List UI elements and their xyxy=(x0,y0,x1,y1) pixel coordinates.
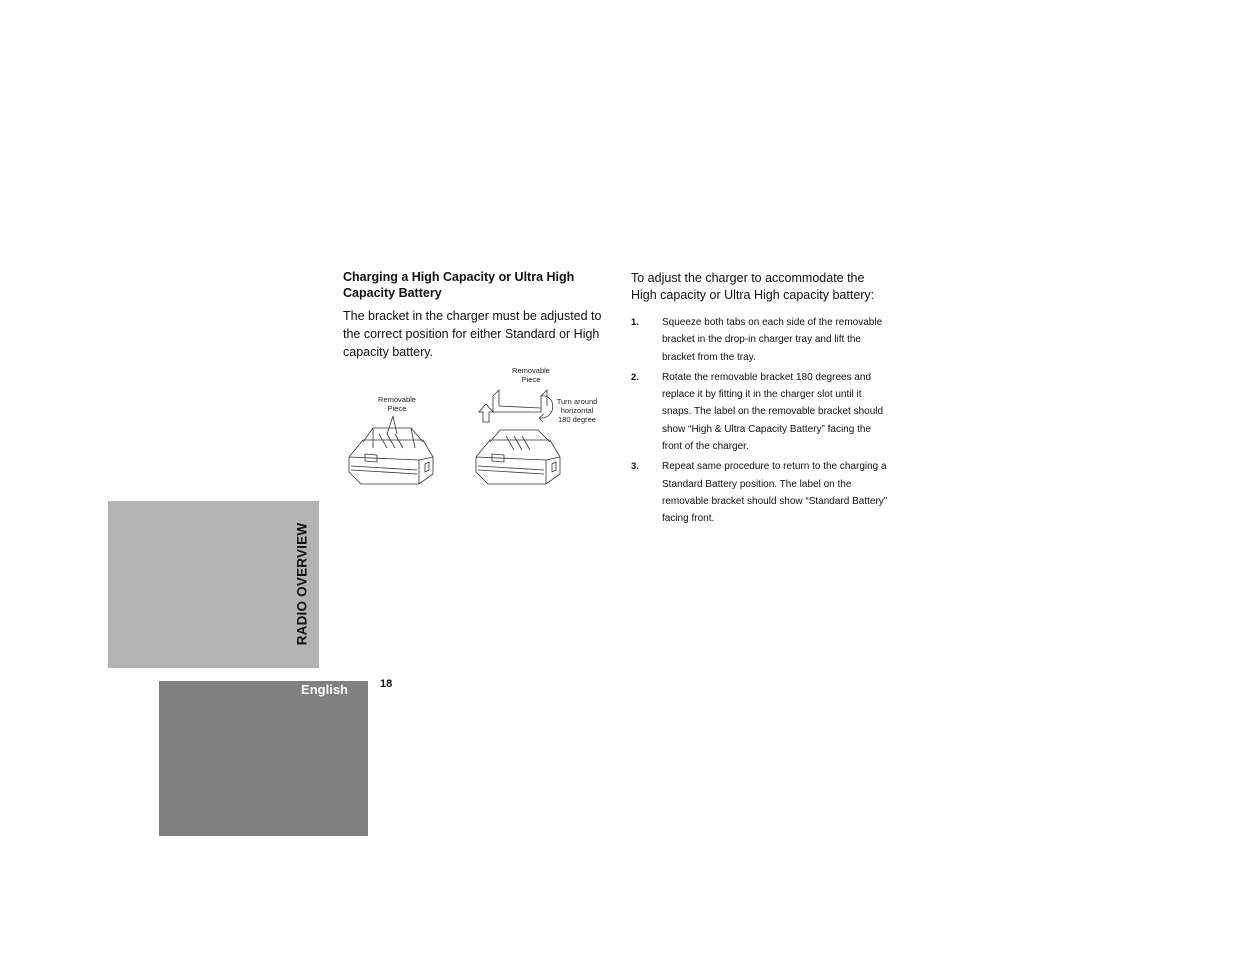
step-item xyxy=(631,369,893,455)
step-number: 1. xyxy=(631,317,639,328)
charger-right-drawing xyxy=(476,390,560,484)
figure-label-left: Removable Piece xyxy=(378,395,416,413)
step-item xyxy=(631,458,893,527)
steps-list xyxy=(631,314,893,528)
section-heading: Charging a High Capacity or Ultra High Capacity Battery xyxy=(343,270,575,300)
side-tab xyxy=(108,501,319,668)
charger-figure xyxy=(343,362,605,492)
left-column xyxy=(343,270,605,361)
charger-left-drawing xyxy=(349,416,433,484)
section-tab-title: RADIO OVERVIEW xyxy=(294,522,310,646)
step-text: Rotate the removable bracket 180 degrees and replace it by fitting it in the charger slot until it snaps. The label on the removable bracket should show “High & Ultra Capacity Battery” facing the front of the charger. xyxy=(662,371,884,453)
language-block xyxy=(159,681,368,836)
charger-illustration xyxy=(343,362,605,492)
language-label: English xyxy=(301,682,348,697)
step-number: 3. xyxy=(631,461,639,473)
instructions-lead: To adjust the charger to accommodate the High capacity or Ultra High capacity battery: xyxy=(631,271,875,302)
figure-label-top: Removable Piece xyxy=(512,366,550,384)
step-text: Squeeze both tabs on each side of the removable bracket in the drop-in charger tray and lift the bracket from the tray. xyxy=(662,317,883,363)
intro-paragraph: The bracket in the charger must be adjusted to the correct position for either Standard or High capacity battery. xyxy=(343,309,602,359)
figure-label-right: Turn around horizontal 180 degree xyxy=(556,397,598,424)
step-item xyxy=(631,314,893,366)
step-number: 2. xyxy=(631,371,639,383)
right-column xyxy=(631,270,893,531)
step-text: Repeat same procedure to return to the charging a Standard Battery position. The label on the removable bracket should show “Standard Battery” facing front. xyxy=(662,461,888,525)
page-number: 18 xyxy=(380,678,393,690)
